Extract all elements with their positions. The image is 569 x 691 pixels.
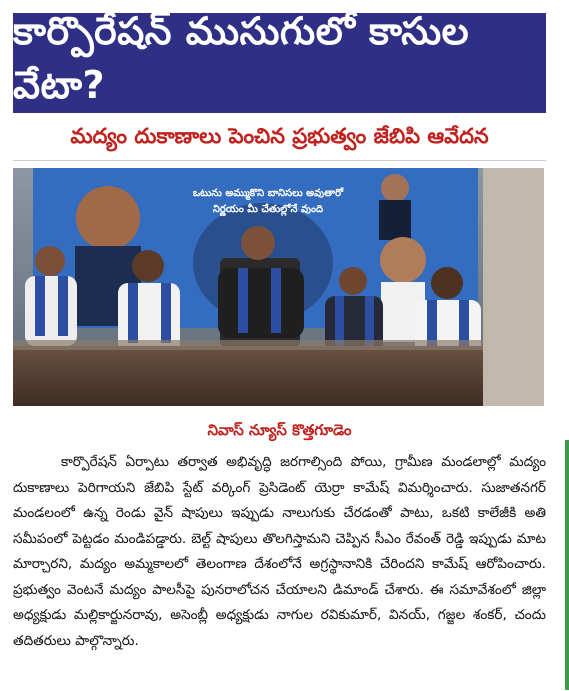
news-byline <box>13 421 546 443</box>
press-meet-photo <box>13 168 544 406</box>
table <box>13 346 483 406</box>
subheadline <box>13 122 546 156</box>
headline-text: కార్పొరేషన్ ముసుగులో కాసుల వేటా? <box>13 9 470 107</box>
banner-line-2: నిర్ణయం మీ చేతుల్లోనే వుంది <box>212 204 324 215</box>
headline-banner <box>13 9 546 113</box>
divider <box>13 160 546 161</box>
subheadline-text: మద్యం దుకాణాలు పెంచిన ప్రభుత్వం జేబిపి ఆవేదన <box>70 124 489 148</box>
article-body: కార్పొరేషన్ ఏర్పాటు తర్వాత అభివృద్ధి జరగాల్సింది పోయి, గ్రామీణ మండలాల్లో మద్యం దుకాణాలు పెరిగాయని జేబిపి స్టేట్ వర్కింగ్ ప్రెసిడెంట్ యెర్రా కామేష్ విమర్శించారు. సుజాతనగర్ మండలంలో ఉన్న రెండు వైన్ షాపులు ఇప్పుడు నాలుగుకు చేరడంతో పాటు, ఒకటి కాలేజీకి అతి సమీపంలో పెట్టడం మండిపడ్డారు. బెల్ట్ షాపులు తొలగిస్తామని చెప్పిన సీఎం రేవంత్ రెడ్డి ఇప్పుడు మాట మార్చారని, మద్యం అమ్మకాలలో తెలంగాణ దేశంలోనే అగ్రస్థానానికి చేరిందని కామేష్ ఆరోపించారు. ప్రభుత్వం వెంటనే మద్యం పాలసీపై పునరాలోచన చేయాలని డిమాండ్ చేశారు. ఈ సమావేశంలో జిల్లా అధ్యక్షుడు మల్లికార్జునరావు, అసెంబ్లీ అధ్యక్షుడు నాగుల రవికుమార్, వినయ్, గజ్జల శంకర్, చందు తదితరులు పాల్గొన్నారు. <box>13 454 546 649</box>
byline-text: నివాస్ న్యూస్ కొత్తగూడెం <box>207 421 352 439</box>
edge-strip <box>565 440 569 690</box>
banner-line-1: ఒటును అమ్ముకొని బానిసలు అవుతారో <box>192 188 344 199</box>
